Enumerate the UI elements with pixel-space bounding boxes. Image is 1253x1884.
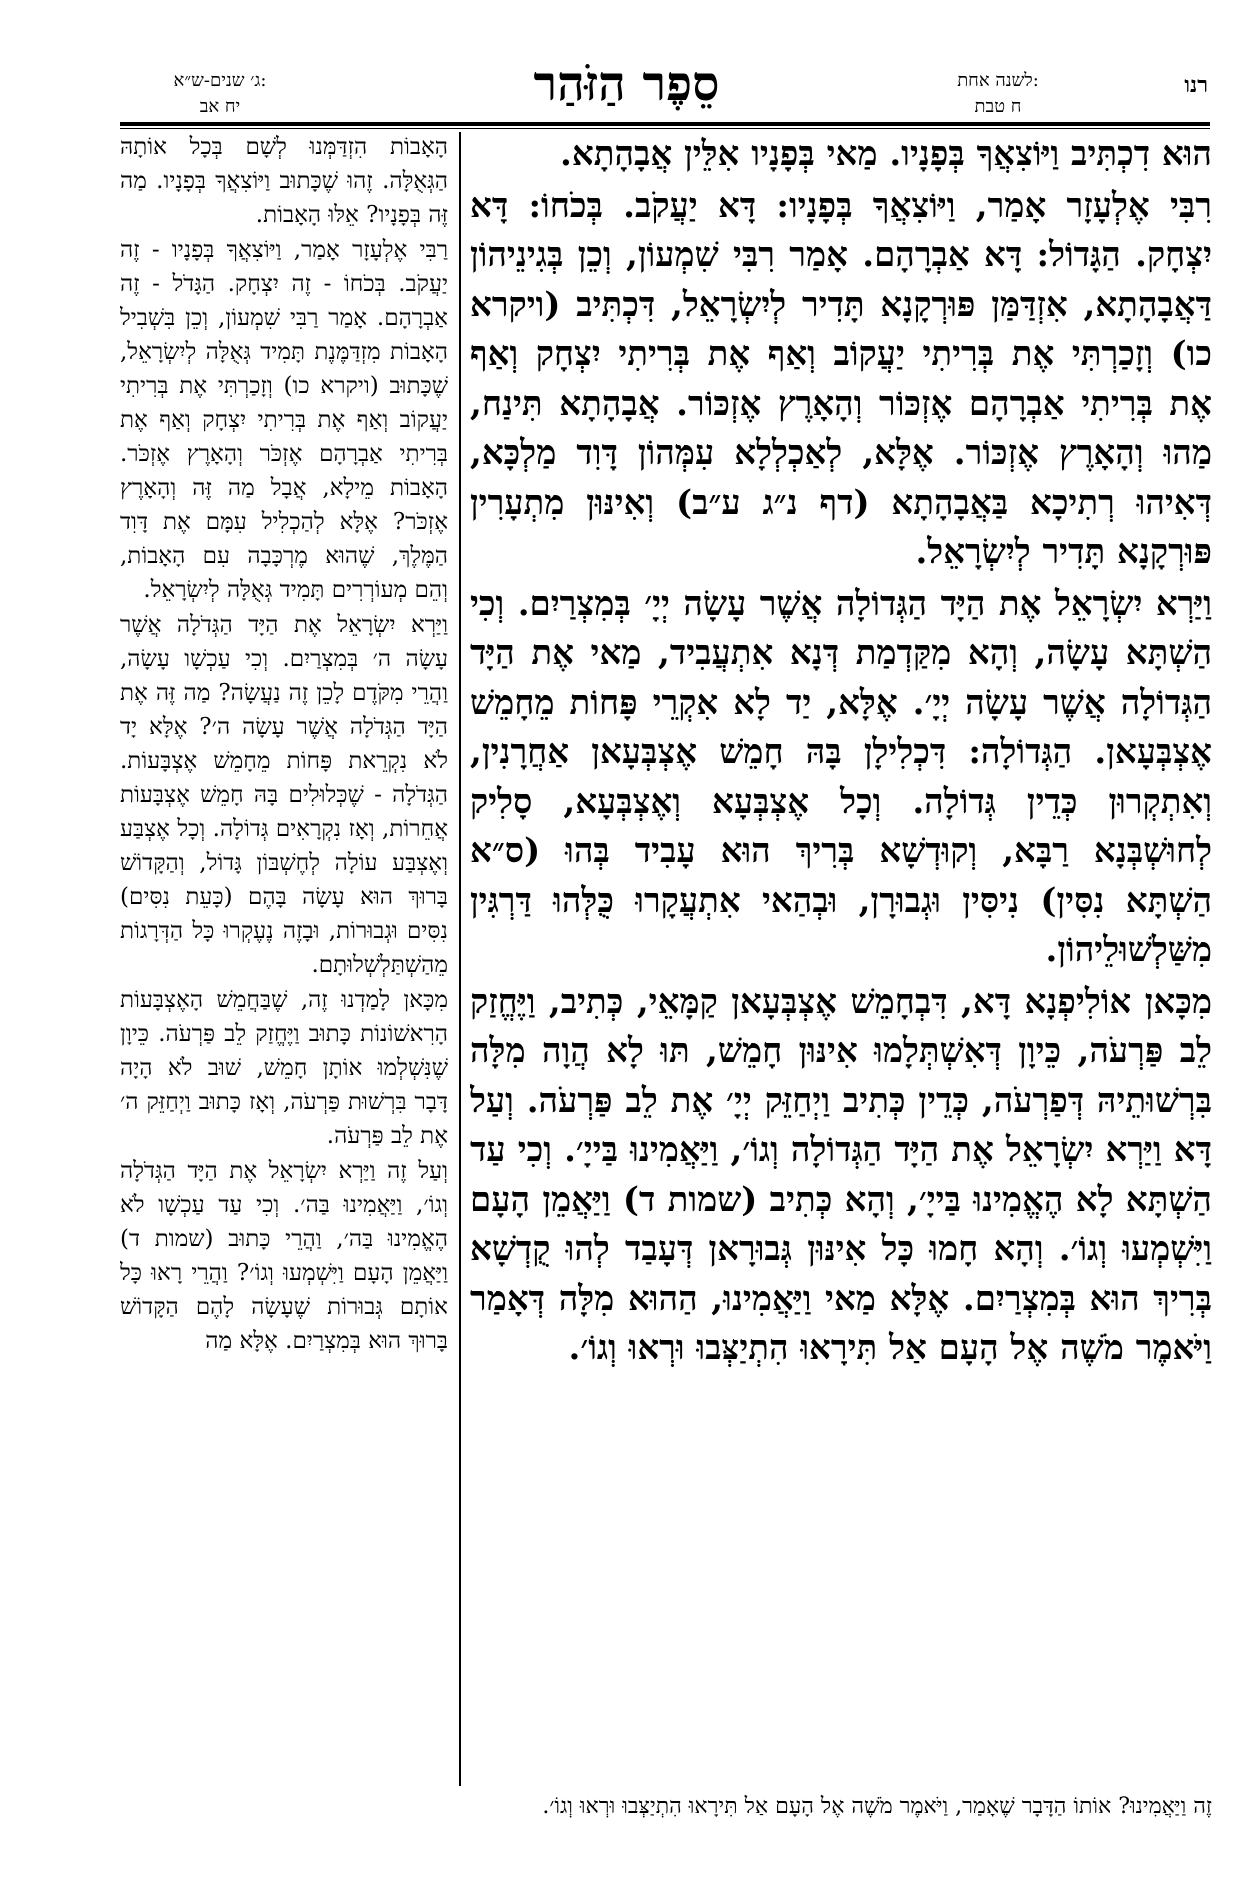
translation-paragraph: רַבִּי אֶלְעָזָר אָמַר, וַיּוֹצִאֲךָ בְּפָנָיו - זֶה יַעֲקֹב. בְּכֹחוֹ - זֶה יִצְחָק. הַגָּדֹל - זֶה אַבְרָהָם. אָמַר רַבִּי שִׁמְעוֹן, וְכֵן בִּשְׁבִיל הָאָבוֹת מִזְדַּמֶּנֶת תָּמִיד גְּאֻלָּה לְיִשְׂרָאֵל, שֶׁכָּתוּב (ויקרא כו) וְזָכַרְתִּי אֶת בְּרִיתִי יַעֲקוֹב וְאַף אֶת בְּרִיתִי יִצְחָק וְאַף אֶת בְּרִיתִי אַבְרָהָם אֶזְכֹּר וְהָאָרֶץ אֶזְכֹּר. הָאָבוֹת מֵילָא, אֲבָל מַה זֶּה וְהָאָרֶץ אֶזְכֹּר? אֶלָּא לְהַכְלִיל עִמָּם אֶת דָּוִד הַמֶּלֶךְ, שֶׁהוּא מֶרְכָּבָה עִם הָאָבוֹת, וְהֵם מְעוֹרְרִים תָּמִיד גְּאֻלָּה לְיִשְׂרָאֵל. (120, 237, 448, 603)
main-paragraph: רִבִּי אֶלְעָזָר אָמַר, וַיּוֹצִאֲךָ בְּפָנָיו: דָּא יַעֲקֹב. בְּכֹחוֹ: דָּא יִצְחָק. הַגָּדוֹל: דָּא אַבְרָהָם. אָמַר רִבִּי שִׁמְעוֹן, וְכֵן בְּגִינֵיהוֹן דַּאֲבָהָתָא, אִזְדַּמַּן פּוּרְקָנָא תָּדִיר לְיִשְׂרָאֵל, דִּכְתִּיב (ויקרא כו) וְזָכַרְתִּי אֶת בְּרִיתִי יַעֲקוֹב וְאַף אֶת בְּרִיתִי יִצְחָק וְאַף אֶת בְּרִיתִי אַבְרָהָם אֶזְכּוֹר וְהָאָרֶץ אֶזְכּוֹר. אֲבָהָתָא תִּינַח, מַהוּ וְהָאָרֶץ אֶזְכּוֹר. אֶלָּא, לְאַכְלְלָא עִמְּהוֹן דָּוִד מַלְכָּא, דְּאִיהוּ רְתִיכָא בַּאֲבָהָתָא (דף נ״ג ע״ב) וְאִינּוּן מִתְעָרִין פּוּרְקָנָא תָּדִיר לְיִשְׂרָאֵל. (470, 185, 1212, 572)
header-rule (120, 122, 1210, 126)
main-paragraph: וַיַּרְא יִשְׂרָאֵל אֶת הַיָּד הַגְּדוֹלָה אֲשֶׁר עָשָׂה יְיָ׳ בְּמִצְרַיִם. וְכִי הַשְׁתָּא עָשָׂה, וְהָא מִקַּדְמַת דְּנָא אִתְעֲבִיד, מַאי אֶת הַיָּד הַגְּדוֹלָה אֲשֶׁר עָשָׂה יְיָ׳. אֶלָּא, יַד לָא אִקְרֵי פָּחוֹת מֵחָמֵשׁ אֶצְבְּעָאן. הַגְּדוֹלָה: דִּכְלִילָן בָּהּ חָמֵשׁ אֶצְבְּעָאן אַחֲרָנִין, וְאִתְקְרוּן כְּדֵין גְּדוֹלָה. וְכָל אֶצְבְּעָא וְאֶצְבְּעָא, סָלִיק לְחוּשְׁבְּנָא רַבָּא, וְקוּדְשָׁא בְּרִיךְ הוּא עָבִיד בְּהוּ (ס״א הַשְׁתָּא נִסִּין) נִיסִּין וּגְבוּרָן, וּבְהַאי אִתְעֲקָרוּ כֻּלְּהוּ דַּרְגִּין מִשַּׁלְשׁוּלֵיהוֹן. (470, 583, 1212, 970)
header-rule-thin (120, 128, 1210, 129)
translation-paragraph: וְעַל זֶה וַיַּרְא יִשְׂרָאֵל אֶת הַיָּד הַגְּדֹלָה וְגוֹ׳, וַיַּאֲמִינוּ בַּה׳. וְכִי עַד עַכְשָׁו לֹא הֶאֱמִינוּ בַּה׳, וַהֲרֵי כָּתוּב (שמות ד) וַיַּאֲמֵן הָעָם וַיִּשְׁמְעוּ וְגוֹ׳? וַהֲרֵי רָאוּ כָּל אוֹתָם גְּבוּרוֹת שֶׁעָשָׂה לָהֶם הַקָּדוֹשׁ בָּרוּךְ הוּא בְּמִצְרַיִם. אֶלָּא מַה (120, 1158, 448, 1354)
schedule-label: ג׳ שנים-ש״א: (173, 70, 267, 91)
hebrew-translation-column (120, 130, 448, 1790)
page-number: רנו (1184, 72, 1208, 98)
column-divider (459, 132, 461, 1786)
schedule-date: יח אב (199, 96, 241, 117)
translation-paragraph: וַיַּרְא יִשְׂרָאֵל אֶת הַיָּד הַגְּדֹלָה אֲשֶׁר עָשָׂה ה׳ בְּמִצְרַיִם. וְכִי עַכְשָׁו עָשָׂה, וַהֲרֵי מִקֹּדֶם לָכֵן זֶה נַעֲשָׂה? מַה זֶּה אֶת הַיָּד הַגְּדֹלָה אֲשֶׁר עָשָׂה ה׳? אֶלָּא יָד לֹא נִקְרֵאת פָּחוֹת מֵחָמֵשׁ אֶצְבָּעוֹת. הַגְּדֹלָה - שֶׁכְּלוּלִים בָּהּ חָמֵשׁ אֶצְבָּעוֹת אֲחֵרוֹת, וְאָז נִקְרָאִים גְּדוֹלָה. וְכָל אֶצְבַּע וְאֶצְבַּע עוֹלָה לְחֶשְׁבּוֹן גָּדוֹל, וְהַקָּדוֹשׁ בָּרוּךְ הוּא עָשָׂה בָּהֶם (כָּעֵת נִסִּים) נִסִּים וּגְבוּרוֹת, וּבָזֶה נֶעֶקְרוּ כָּל הַדְּרָגוֹת מֵהַשְׁתַּלְשְׁלוּתָם. (120, 612, 448, 978)
main-paragraph: הוּא דִכְתִּיב וַיּוֹצִאֲךָ בְּפָנָיו. מַאי בְּפָנָיו אִלֵּין אֲבָהָתָא. (560, 134, 1212, 174)
schedule-date: ח טבת (974, 96, 1022, 117)
aramaic-main-text (470, 130, 1212, 1790)
main-paragraph: מִכָּאן אוֹלִיפְנָא דָּא, דִּבְחָמֵשׁ אֶצְבְּעָאן קַמָּאֵי, כְּתִיב, וַיֶּחֱזַק לֵב פַּרְעֹה, כֵּיוָן דְּאִשְׁתְּלָמוּ אִינּוּן חָמֵשׁ, תּוּ לָא הֲוָה מִלָּה בִּרְשׁוּתֵיהּ דְּפַרְעֹה, כְּדֵין כְּתִיב וַיְחַזֵּק יְיָ׳ אֶת לֵב פַּרְעֹה. וְעַל דָּא וַיַּרְא יִשְׂרָאֵל אֶת הַיָּד הַגְּדוֹלָה וְגוֹ׳, וַיַּאֲמִינוּ בַּייָ׳. וְכִי עַד הַשְׁתָּא לָא הֶאֱמִינוּ בַּייָ׳, וְהָא כְּתִיב (שמות ד) וַיַּאֲמֵן הָעָם וַיִּשְׁמְעוּ וְגוֹ׳. וְהָא חָמוּ כָּל אִינּוּן גְּבוּרָאן דְּעָבַד לְהוּ קֻדְשָׁא בְּרִיךְ הוּא בְּמִצְרַיִם. אֶלָּא מַאי וַיַּאֲמִינוּ, הַהוּא מִלָּה דְּאָמַר וַיֹּאמֶר מֹשֶׁה אֶל הָעָם אַל תִּירָאוּ הִתְיַצְּבוּ וּרְאוּ וְגוֹ׳. (470, 981, 1212, 1368)
translation-paragraph: מִכָּאן לָמַדְנוּ זֶה, שֶׁבַּחֲמֵשׁ הָאֶצְבָּעוֹת הָרִאשׁוֹנוֹת כָּתוּב וַיֶּחֱזַק לֵב פַּרְעֹה. כֵּיוָן שֶׁנִּשְׁלְמוּ אוֹתָן חָמֵשׁ, שׁוּב לֹא הָיָה דָּבָר בִּרְשׁוּת פַּרְעֹה, וְאָז כָּתוּב וַיְחַזֵּק ה׳ אֶת לֵב פַּרְעֹה. (120, 987, 448, 1149)
book-title: סֵפֶר הַזֹּהַר (533, 56, 720, 112)
reading-schedule-one-year (918, 68, 1078, 120)
translation-paragraph: הָאָבוֹת הִזְדַּמְּנוּ לְשָׁם בְּכָל אוֹתָהּ הַגְּאֻלָּה. זֶהוּ שֶׁכָּתוּב וַיּוֹצִאֲךָ בְּפָנָיו. מַה זֶּה בְּפָנָיו? אֵלּוּ הָאָבוֹת. (120, 134, 448, 228)
schedule-label: לשנה אחת: (957, 70, 1039, 91)
reading-schedule-three-years (120, 68, 320, 120)
translation-continuation-line: זֶה וַיַּאֲמִינוּ? אוֹתוֹ הַדָּבָר שֶׁאָמַר, וַיֹּאמֶר מֹשֶׁה אֶל הָעָם אַל תִּירָאוּ הִתְיַצְּבוּ וּרְאוּ וְגוֹ׳. (542, 1794, 1212, 1819)
